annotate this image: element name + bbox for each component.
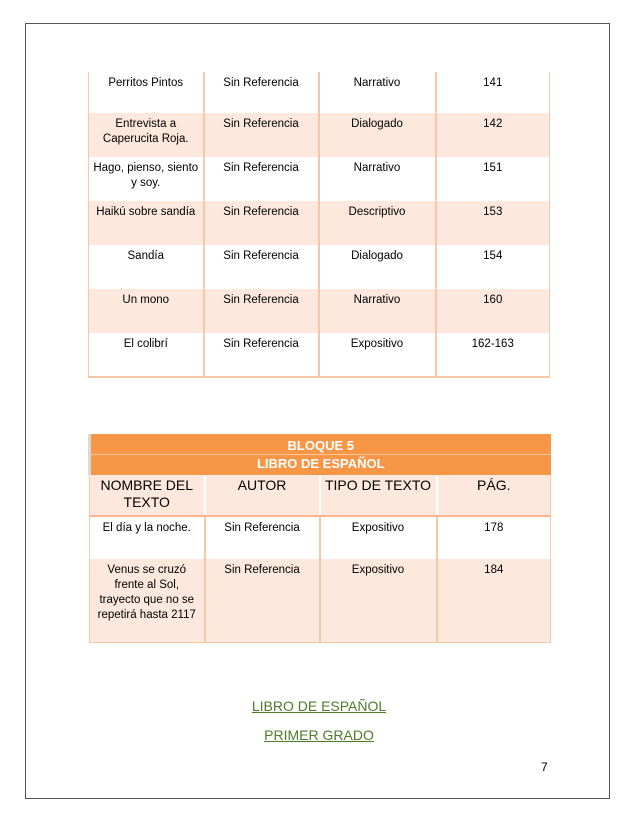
author-cell: Sin Referencia [204,333,319,377]
texts-table-continued [88,72,550,378]
table-row [89,333,550,377]
page-cell: 154 [436,245,550,289]
table-row [89,113,550,157]
page-cell: 162-163 [436,333,550,377]
page-cell: 184 [437,559,551,642]
table-row [90,559,551,642]
table-row [89,157,550,201]
column-header-page: PÁG. [437,475,551,516]
text-title-cell: El colibrí [89,333,204,377]
text-type-cell: Narrativo [319,72,436,113]
bloque-title: BLOQUE 5 [90,434,551,455]
page-cell: 178 [437,516,551,559]
book-title: LIBRO DE ESPAÑOL [90,455,551,476]
text-type-cell: Expositivo [320,516,437,559]
footer-book-link[interactable]: LIBRO DE ESPAÑOL [251,698,387,714]
text-title-cell: Hago, pienso, siento y soy. [89,157,204,201]
text-type-cell: Descriptivo [319,201,436,245]
column-header-title: NOMBRE DEL TEXTO [90,475,205,516]
text-type-cell: Narrativo [319,289,436,333]
text-type-cell: Expositivo [320,559,437,642]
text-type-cell: Narrativo [319,157,436,201]
table-row [89,289,550,333]
column-header-type: TIPO DE TEXTO [320,475,437,516]
page-cell: 142 [436,113,550,157]
author-cell: Sin Referencia [204,113,319,157]
text-type-cell: Dialogado [319,245,436,289]
page-number: 7 [541,760,548,774]
table-header-row [90,475,551,516]
column-header-author: AUTOR [205,475,320,516]
page-cell: 141 [436,72,550,113]
page-cell: 151 [436,157,550,201]
author-cell: Sin Referencia [205,559,320,642]
text-title-cell: Venus se cruzó frente al Sol, trayecto que no se repetirá hasta 2117 [90,559,205,642]
text-title-cell: Un mono [89,289,204,333]
author-cell: Sin Referencia [204,157,319,201]
text-title-cell: Sandía [89,245,204,289]
author-cell: Sin Referencia [204,201,319,245]
author-cell: Sin Referencia [205,516,320,559]
footer-grade-link[interactable]: PRIMER GRADO [264,727,374,743]
table-banner [90,434,551,455]
table-row [89,201,550,245]
author-cell: Sin Referencia [204,289,319,333]
text-title-cell: Entrevista a Caperucita Roja. [89,113,204,157]
text-type-cell: Dialogado [319,113,436,157]
text-title-cell: El día y la noche. [90,516,205,559]
text-title-cell: Haikú sobre sandía [89,201,204,245]
table-banner [90,455,551,476]
author-cell: Sin Referencia [204,245,319,289]
page-cell: 153 [436,201,550,245]
bloque-5-table [88,434,551,643]
table-row [89,72,550,113]
text-title-cell: Perritos Pintos [89,72,204,113]
page-cell: 160 [436,289,550,333]
text-type-cell: Expositivo [319,333,436,377]
table-row [89,245,550,289]
author-cell: Sin Referencia [204,72,319,113]
table-row [90,516,551,559]
